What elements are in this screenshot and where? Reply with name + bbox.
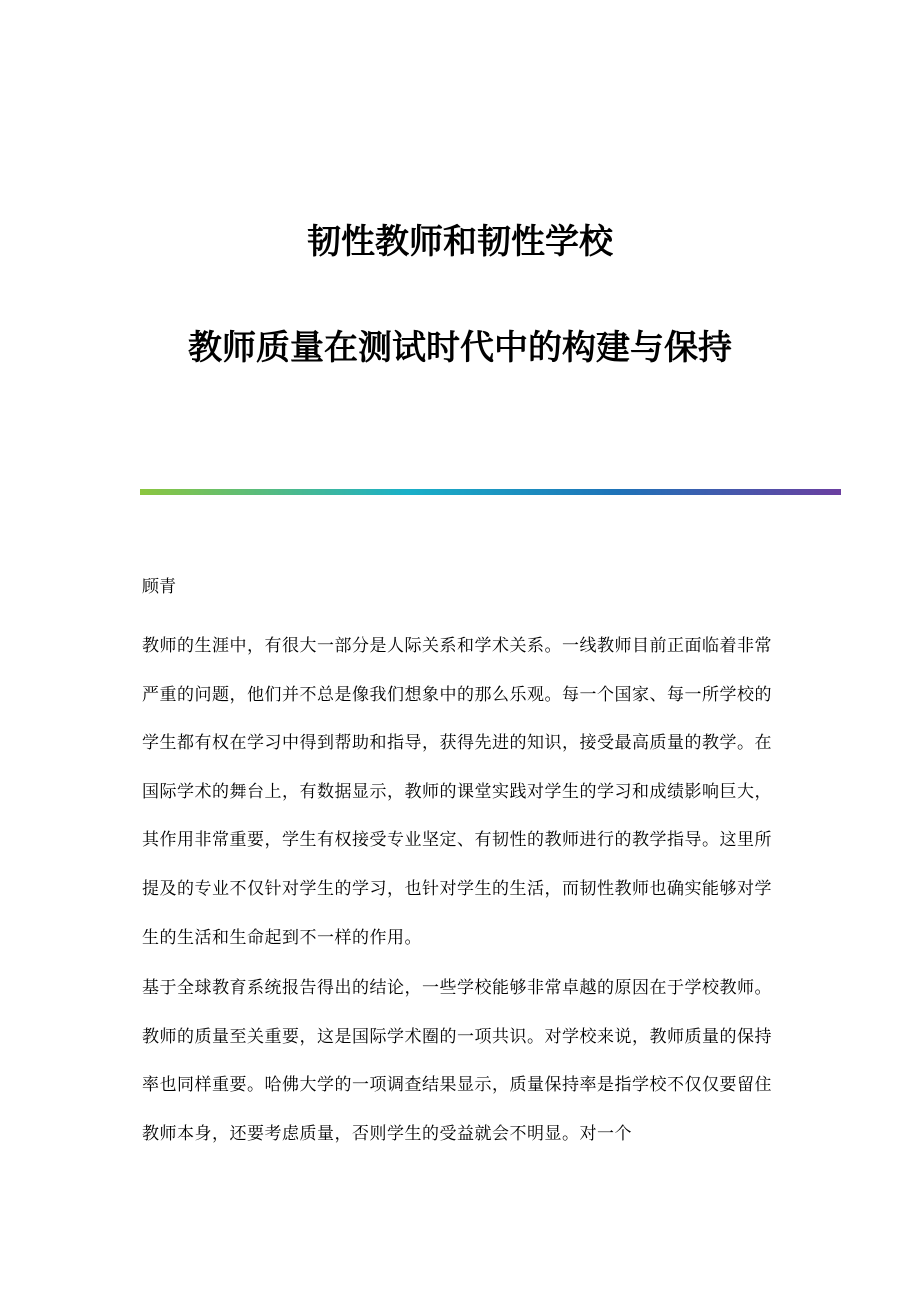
document-subtitle: 教师质量在测试时代中的构建与保持 [188, 328, 732, 368]
gradient-divider [140, 489, 841, 495]
author-name: 顾青 [142, 577, 176, 597]
body-paragraph: 教师的生涯中，有很大一部分是人际关系和学术关系。一线教师目前正面临着非常严重的问题，他们并不总是像我们想象中的那么乐观。每一个国家、每一所学校的学生都有权在学习中得到帮助和指导，获得先进的知识，接受最高质量的教学。在国际学术的舞台上，有数据显示，教师的课堂实践对学生的学习和成绩影响巨大，其作用非常重要，学生有权接受专业坚定、有韧性的教师进行的教学指导。这里所提及的专业不仅针对学生的学习，也针对学生的生活，而韧性教师也确实能够对学生的生活和生命起到不一样的作用。 [142, 636, 772, 948]
document-title: 韧性教师和韧性学校 [307, 222, 613, 262]
body-paragraph: 基于全球教育系统报告得出的结论，一些学校能够非常卓越的原因在于学校教师。教师的质量至关重要，这是国际学术圈的一项共识。对学校来说，教师质量的保持率也同样重要。哈佛大学的一项调查结果显示，质量保持率是指学校不仅仅要留住教师本身，还要考虑质量，否则学生的受益就会不明显。对一个 [142, 978, 772, 1144]
